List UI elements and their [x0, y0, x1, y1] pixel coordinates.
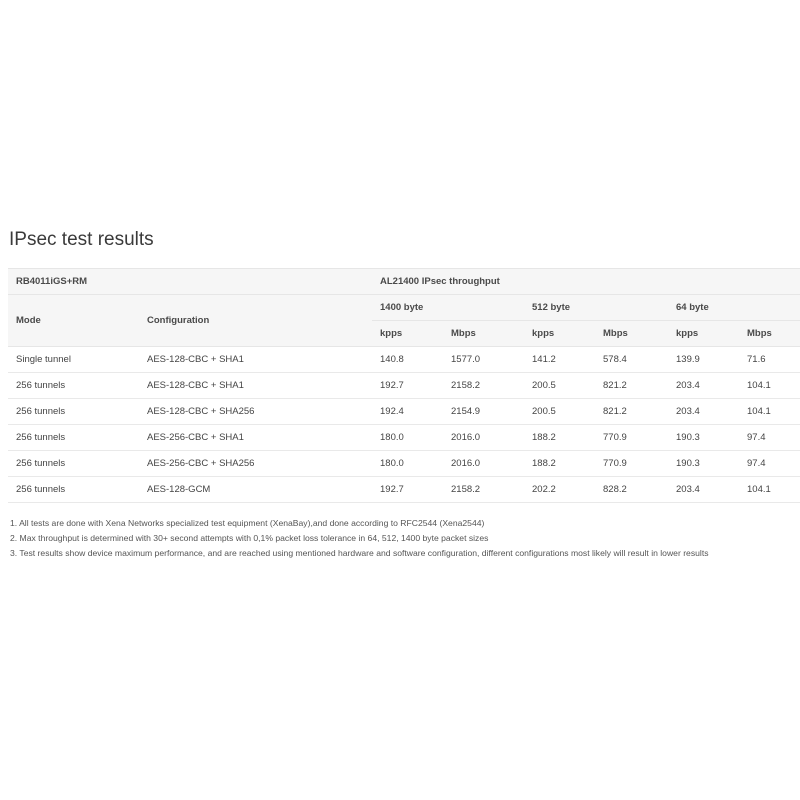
table-header-row-2 [8, 295, 800, 321]
table-row [8, 425, 800, 451]
value-cell: 203.4 [668, 373, 739, 399]
value-cell: 188.2 [524, 451, 595, 477]
value-cell: 192.7 [372, 373, 443, 399]
configuration-cell: AES-256-CBC + SHA1 [139, 425, 372, 451]
value-cell: 190.3 [668, 425, 739, 451]
mode-cell: Single tunnel [8, 347, 139, 373]
mode-header: Mode [8, 295, 139, 347]
value-cell: 1577.0 [443, 347, 524, 373]
device-header: RB4011iGS+RM [8, 269, 372, 295]
value-cell: 180.0 [372, 451, 443, 477]
value-cell: 188.2 [524, 425, 595, 451]
unit-header-mbps: Mbps [595, 321, 668, 347]
value-cell: 2016.0 [443, 425, 524, 451]
value-cell: 200.5 [524, 373, 595, 399]
mode-cell: 256 tunnels [8, 477, 139, 503]
mode-cell: 256 tunnels [8, 451, 139, 477]
footnotes [10, 516, 709, 561]
value-cell: 190.3 [668, 451, 739, 477]
value-cell: 2154.9 [443, 399, 524, 425]
table-row [8, 451, 800, 477]
value-cell: 97.4 [739, 451, 800, 477]
mode-cell: 256 tunnels [8, 399, 139, 425]
footnote: 2. Max throughput is determined with 30+ second attempts with 0,1% packet loss tolerance in 64, 512, 1400 byte packet sizes [10, 533, 489, 543]
value-cell: 200.5 [524, 399, 595, 425]
unit-header-kpps: kpps [668, 321, 739, 347]
value-cell: 203.4 [668, 477, 739, 503]
value-cell: 2016.0 [443, 451, 524, 477]
unit-header-kpps: kpps [524, 321, 595, 347]
ipsec-results-table [8, 268, 800, 503]
configuration-header: Configuration [139, 295, 372, 347]
unit-header-mbps: Mbps [739, 321, 800, 347]
configuration-cell: AES-256-CBC + SHA256 [139, 451, 372, 477]
value-cell: 770.9 [595, 451, 668, 477]
table-header-row-1 [8, 269, 800, 295]
unit-header-kpps: kpps [372, 321, 443, 347]
value-cell: 140.8 [372, 347, 443, 373]
configuration-cell: AES-128-CBC + SHA1 [139, 347, 372, 373]
value-cell: 139.9 [668, 347, 739, 373]
packet-size-header: 512 byte [524, 295, 668, 321]
value-cell: 180.0 [372, 425, 443, 451]
value-cell: 141.2 [524, 347, 595, 373]
value-cell: 104.1 [739, 399, 800, 425]
table-row [8, 373, 800, 399]
footnote: 1. All tests are done with Xena Networks specialized test equipment (XenaBay),and done according to RFC2544 (Xena2544) [10, 518, 485, 528]
unit-header-mbps: Mbps [443, 321, 524, 347]
value-cell: 821.2 [595, 399, 668, 425]
packet-size-header: 1400 byte [372, 295, 524, 321]
value-cell: 192.4 [372, 399, 443, 425]
footnote: 3. Test results show device maximum performance, and are reached using mentioned hardware and software configuration, different configurations most likely will result in lower results [10, 548, 709, 558]
configuration-cell: AES-128-CBC + SHA256 [139, 399, 372, 425]
value-cell: 104.1 [739, 477, 800, 503]
page-title: IPsec test results [9, 229, 154, 250]
value-cell: 104.1 [739, 373, 800, 399]
value-cell: 97.4 [739, 425, 800, 451]
mode-cell: 256 tunnels [8, 373, 139, 399]
value-cell: 821.2 [595, 373, 668, 399]
value-cell: 2158.2 [443, 373, 524, 399]
value-cell: 2158.2 [443, 477, 524, 503]
mode-cell: 256 tunnels [8, 425, 139, 451]
table-row [8, 399, 800, 425]
table-row [8, 347, 800, 373]
value-cell: 578.4 [595, 347, 668, 373]
throughput-header: AL21400 IPsec throughput [372, 269, 800, 295]
configuration-cell: AES-128-GCM [139, 477, 372, 503]
value-cell: 192.7 [372, 477, 443, 503]
value-cell: 203.4 [668, 399, 739, 425]
packet-size-header: 64 byte [668, 295, 800, 321]
value-cell: 71.6 [739, 347, 800, 373]
value-cell: 828.2 [595, 477, 668, 503]
value-cell: 770.9 [595, 425, 668, 451]
configuration-cell: AES-128-CBC + SHA1 [139, 373, 372, 399]
value-cell: 202.2 [524, 477, 595, 503]
table-row [8, 477, 800, 503]
